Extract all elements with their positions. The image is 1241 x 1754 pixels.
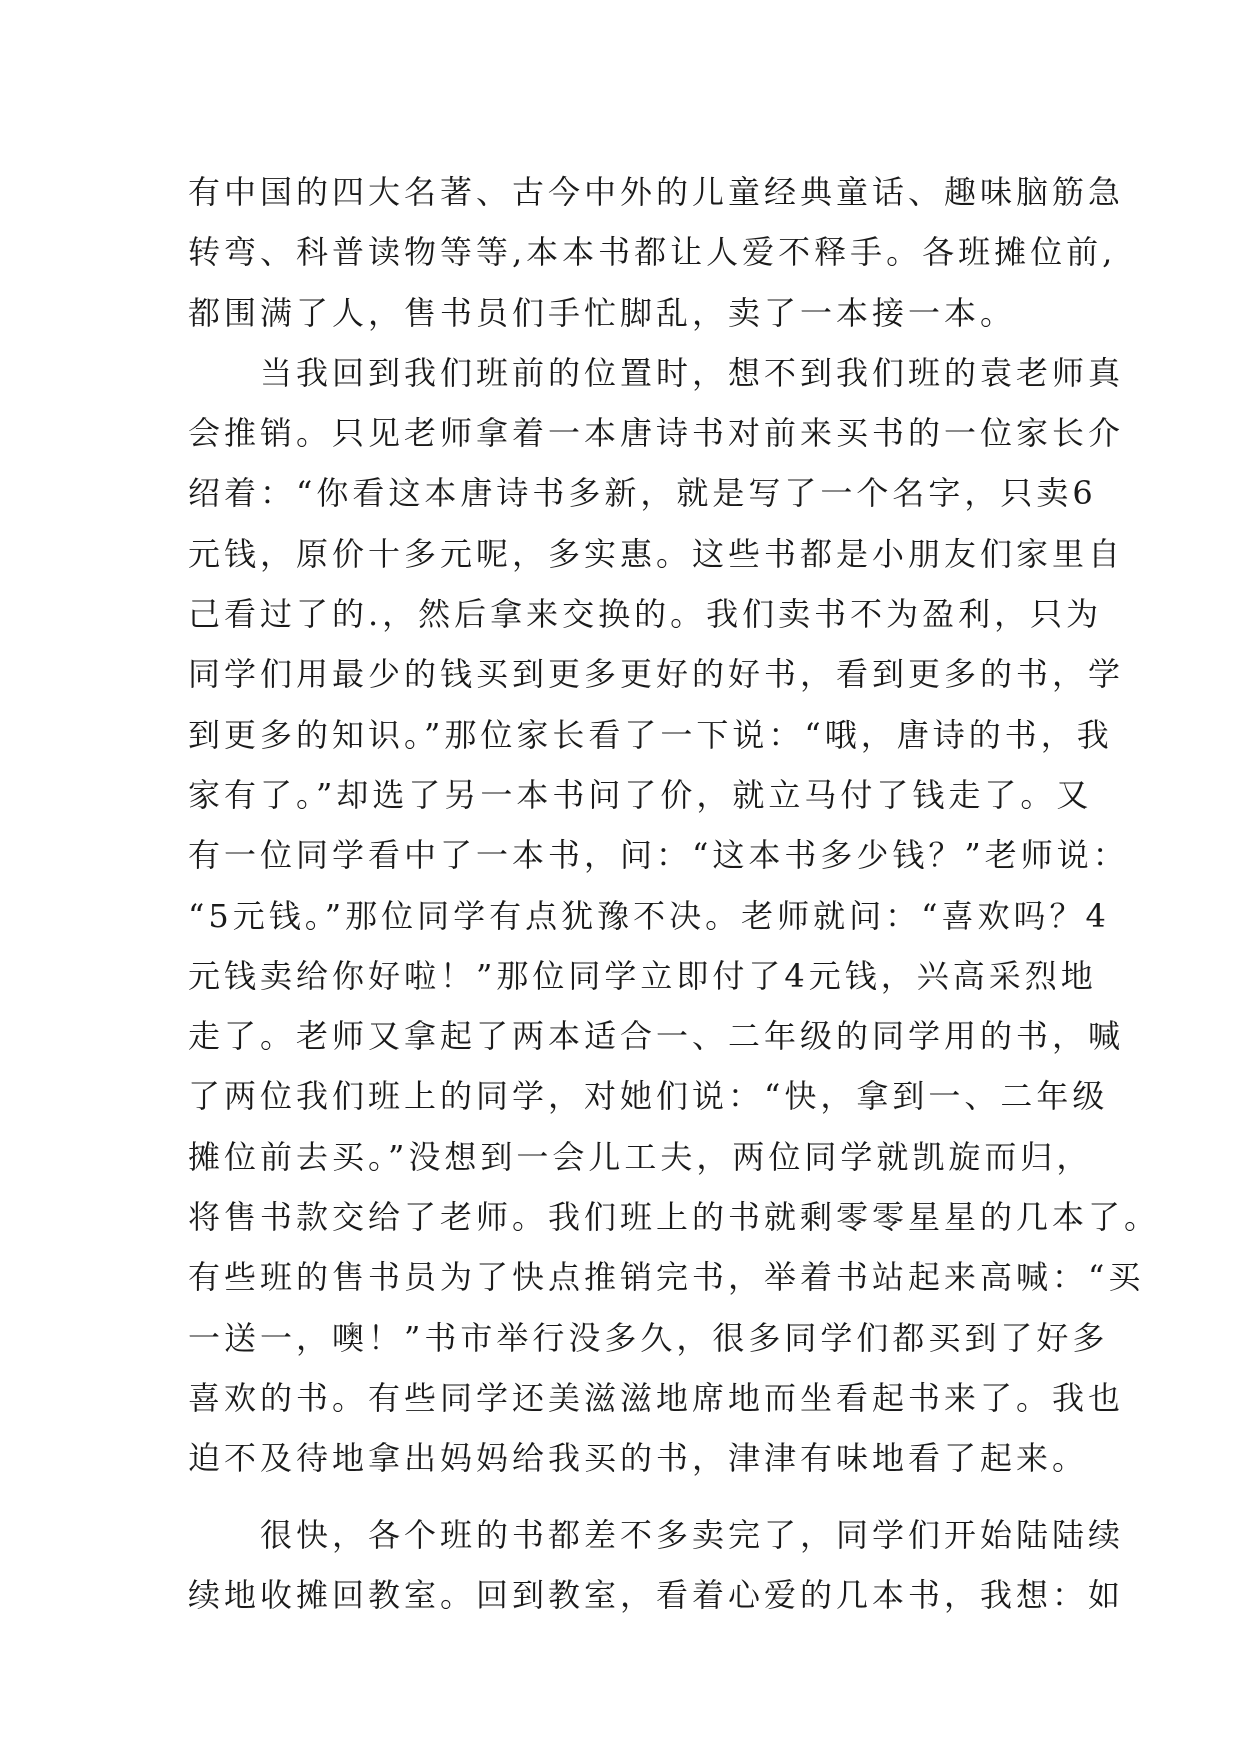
paragraph-2-line-17: 一送一，噢！”书市举行没多久，很多同学们都买到了好多 <box>188 1318 1109 1357</box>
paragraph-2-line-13: 了两位我们班上的同学，对她们说：“快，拿到一、二年级 <box>188 1077 1109 1116</box>
paragraph-2-line-14: 摊位前去买。”没想到一会儿工夫，两位同学就凯旋而归， <box>188 1137 1093 1176</box>
paragraph-2-line-1: 当我回到我们班前的位置时，想不到我们班的袁老师真 <box>260 353 1125 392</box>
paragraph-2-line-5: 己看过了的.，然后拿来交换的。我们卖书不为盈利，只为 <box>188 595 1103 634</box>
paragraph-2-line-3: 绍着：“你看这本唐诗书多新，就是写了一个名字，只卖6 <box>188 474 1097 513</box>
paragraph-1-line-2: 转弯、科普读物等等,本本书都让人爱不释手。各班摊位前, <box>188 233 1117 272</box>
paragraph-2-line-9: 有一位同学看中了一本书，问：“这本书多少钱？”老师说： <box>188 836 1129 875</box>
paragraph-2-line-16: 有些班的售书员为了快点推销完书，举着书站起来高喊：“买 <box>188 1258 1145 1297</box>
paragraph-2-line-8: 家有了。”却选了另一本书问了价，就立马付了钱走了。又 <box>188 775 1093 814</box>
paragraph-2-line-15: 将售书款交给了老师。我们班上的书就剩零零星星的几本了。 <box>188 1198 1161 1237</box>
paragraph-2-line-10: “5元钱。”那位同学有点犹豫不决。老师就问：“喜欢吗？4 <box>188 896 1110 935</box>
paragraph-1-line-1: 有中国的四大名著、古今中外的儿童经典童话、趣味脑筋急 <box>188 173 1125 211</box>
paragraph-2-line-2: 会推销。只见老师拿着一本唐诗书对前来买书的一位家长介 <box>188 414 1125 453</box>
paragraph-2-line-18: 喜欢的书。有些同学还美滋滋地席地而坐看起书来了。我也 <box>188 1378 1125 1417</box>
paragraph-2-line-19: 迫不及待地拿出妈妈给我买的书，津津有味地看了起来。 <box>188 1439 1089 1478</box>
paragraph-1-line-3: 都围满了人，售书员们手忙脚乱，卖了一本接一本。 <box>188 293 1017 332</box>
paragraph-2-line-11: 元钱卖给你好啦！”那位同学立即付了4元钱，兴高采烈地 <box>188 956 1097 995</box>
paragraph-2-line-7: 到更多的知识。”那位家长看了一下说：“哦，唐诗的书，我 <box>188 715 1113 754</box>
paragraph-3-line-1: 很快，各个班的书都差不多卖完了，同学们开始陆陆续 <box>260 1515 1125 1554</box>
paragraph-2-line-6: 同学们用最少的钱买到更多更好的好书，看到更多的书，学 <box>188 655 1125 694</box>
paragraph-2-line-4: 元钱，原价十多元呢，多实惠。这些书都是小朋友们家里自 <box>188 534 1125 573</box>
paragraph-2-line-12: 走了。老师又拿起了两本适合一、二年级的同学用的书，喊 <box>188 1017 1125 1056</box>
body-text <box>188 162 1161 1625</box>
paragraph-3-line-2: 续地收摊回教室。回到教室，看着心爱的几本书，我想：如 <box>188 1575 1125 1614</box>
